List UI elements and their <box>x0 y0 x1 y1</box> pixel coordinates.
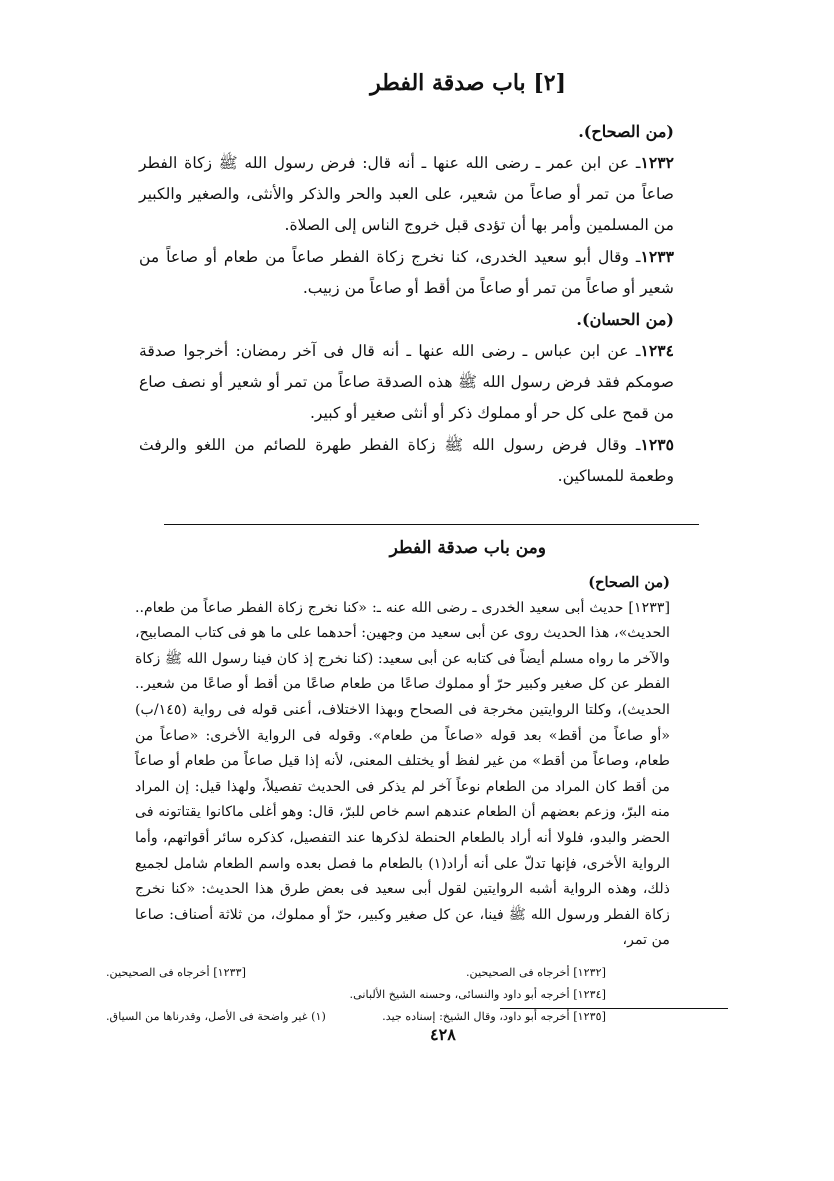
hadith-text: ـ عن ابن عمر ـ رضى الله عنها ـ أنه قال: فرض رسول الله ﷺ زكاة الفطر صاعاً من تمر أو صاعاً من شعير، على العبد والحر والذكر والأنثى، والصغير والكبير من المسلمين وأمر بها أن تؤدى قبل خروج الناس إلى الصلاة. <box>139 154 674 234</box>
commentary-text <box>135 570 670 954</box>
footnotes <box>106 962 606 1028</box>
hadith-1232 <box>139 147 674 241</box>
section-divider <box>164 524 699 525</box>
footnote-1235: [١٢٣٥] أخرجه أبو داود، وقال الشيخ: إسناده جيد. <box>382 1010 606 1023</box>
hadith-1235 <box>139 429 674 492</box>
section-label-hasan: (من الحسان). <box>576 310 674 329</box>
footnote-row <box>106 984 606 1006</box>
hadith-number: ١٢٣٢ <box>640 153 674 172</box>
footnote-row <box>106 962 606 984</box>
footnote-1234: [١٢٣٤] أخرجه أبو داود والنسائى، وحسنه الشيخ الألبانى. <box>349 988 606 1001</box>
footnote-note-1: (١) غير واضحة فى الأصل، وقدرناها من السياق. <box>106 1010 326 1023</box>
chapter-title: [٢] باب صدقة الفطر <box>370 70 566 96</box>
footnote-row <box>106 1006 606 1028</box>
hadith-number: ١٢٣٥ <box>640 435 674 454</box>
commentary-title: ومن باب صدقة الفطر <box>389 538 546 558</box>
hadith-text: ـ وقال أبو سعيد الخدرى، كنا نخرج زكاة الفطر صاعاً من طعام أو صاعاً من شعير أو صاعاً من تمر أو صاعاً من أقط أو صاعاً من زبيب. <box>139 248 674 297</box>
section-label-sahih: (من الصحاح). <box>578 122 674 141</box>
footnote-1233: [١٢٣٣] أخرجاه فى الصحيحين. <box>106 966 246 979</box>
hadith-1233 <box>139 241 674 304</box>
commentary-section-label: (من الصحاح) <box>588 574 670 591</box>
hadith-number: ١٢٣٣ <box>640 247 674 266</box>
footnote-1232: [١٢٣٢] أخرجاه فى الصحيحين. <box>466 966 606 979</box>
hadith-1234 <box>139 335 674 429</box>
hadith-text: ـ عن ابن عباس ـ رضى الله عنها ـ أنه قال فى آخر رمضان: أخرجوا صدقة صومكم فقد فرض رسول الله ﷺ هذه الصدقة صاعاً من تمر أو شعير أو نصف صاع من قمح على كل حر أو مملوك ذكر أو أنثى صغير أو كبير. <box>139 342 674 422</box>
main-text <box>139 116 674 492</box>
hadith-number: ١٢٣٤ <box>640 341 674 360</box>
page-number: ٤٢٨ <box>430 1025 456 1044</box>
hadith-text: ـ وقال فرض رسول الله ﷺ زكاة الفطر طهرة للصائم من اللغو والرفث وطعمة للمساكين. <box>139 436 674 485</box>
commentary-body: [١٢٣٣] حديث أبى سعيد الخدرى ـ رضى الله عنه ـ: «كنا نخرج زكاة الفطر صاعاً من طعام.. الحديث»، هذا الحديث روى عن أبى سعيد من وجهين: أحدهما على ما هو فى كتاب المصابيح، والآخر ما رواه مسلم أيضاً فى كتابه عن أبى سعيد: (كنا نخرج إذ كان فينا رسول الله ﷺ زكاة الفطر عن كل صغير وكبير حرّ أو مملوك صاعًا من طعام صاعًا من أقط أو صاعًا من شعير.. الحديث)، وكلتا الروايتين مخرجة فى الصحاح وبهذا الاختلاف، أعنى قوله فى رواية (١٤٥/ب) «أو صاعاً من أقط» بعد قوله «صاعاً من طعام». وقوله فى الرواية الأخرى: «صاعاً من طعام، وصاعاً من أقط» من غير لفظ أو يختلف المعنى، لأنه إذا قيل صاعاً من طعام أو صاعاً من أقط كان المراد من الطعام نوعاً آخر لم يذكر فى الحديث تفصيلاً، ولهذا قيل: إن المراد منه البرّ، وزعم بعضهم أن الطعام عندهم اسم خاص للبرّ، قال: وهو أغلى ماكانوا يقتاتونه فى الحضر والبدو، فلولا أنه أراد بالطعام الحنطة لذكرها عند التفصيل، كذكره سائر أقواتهم، وأما الرواية الأخرى، فإنها تدلّ على أنه أراد(١) بالطعام ما فصل بعده واسم الطعام شامل لجميع ذلك، وهذه الرواية أشبه الروايتين لقول أبى سعيد فى بعض طرق هذا الحديث: «كنا نخرج زكاة الفطر ورسول الله ﷺ فينا، عن كل صغير وكبير، حرّ أو مملوك، من ثلاثة أصناف: صاعا من تمر، <box>135 599 670 949</box>
